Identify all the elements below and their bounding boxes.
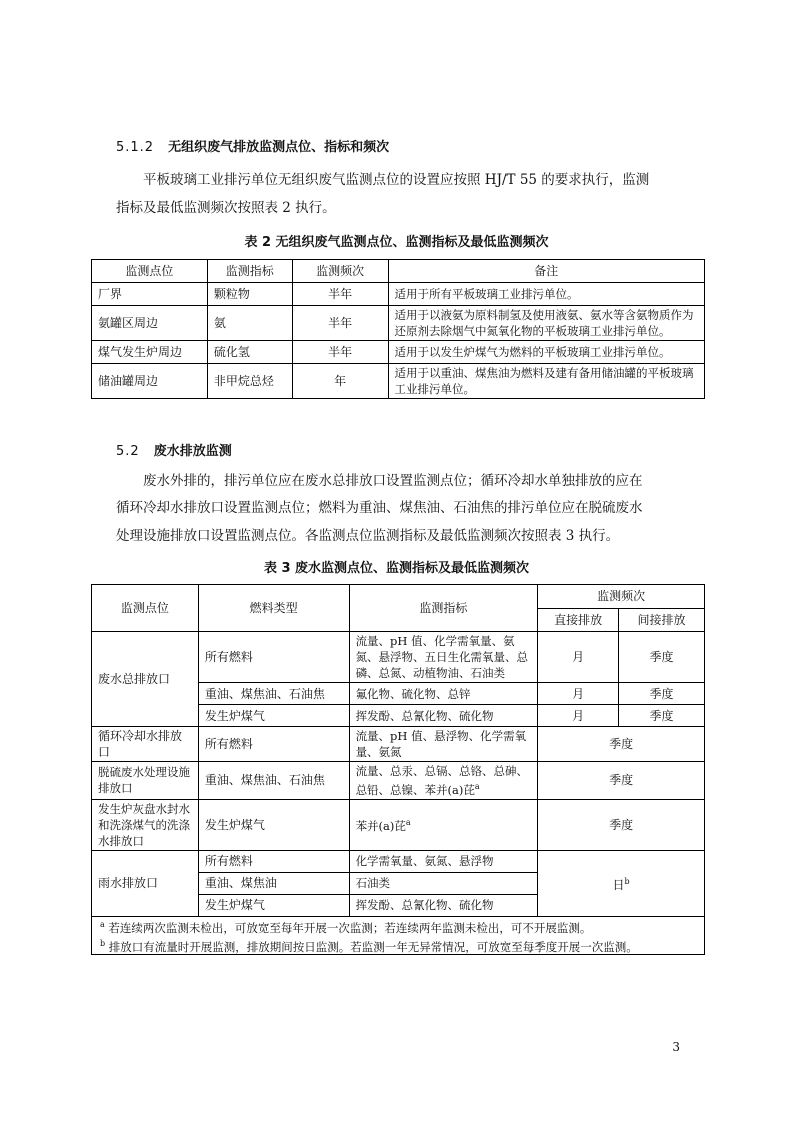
- indicator-cell: [349, 762, 538, 800]
- freq-cell: 月: [538, 683, 619, 705]
- fuel-cell: 重油、煤焦油: [198, 872, 349, 894]
- fuel-cell: 重油、煤焦油、石油焦: [198, 762, 349, 800]
- header-cell: 监测点位: [92, 260, 208, 283]
- table-row: [92, 632, 705, 683]
- freq-cell: 季度: [619, 632, 705, 683]
- indicator-cell: 颗粒物: [207, 283, 292, 306]
- fuel-cell: 所有燃料: [198, 632, 349, 683]
- point-cell: 发生炉灰盘水封水和洗涤煤气的洗涤水排放口: [92, 799, 199, 850]
- freq-text: 日: [612, 877, 625, 892]
- paragraph-line: 废水外排的，排污单位应在废水总排放口设置监测点位；循环冷却水单独排放的应在: [143, 473, 643, 489]
- paragraph-line: 处理设施排放口设置监测点位。各监测点位监测指标及最低监测频次按照表 3 执行。: [116, 528, 620, 544]
- section-number: 5.1.2: [116, 140, 155, 155]
- freq-cell: 半年: [292, 283, 388, 306]
- point-cell: 储油罐周边: [92, 364, 208, 399]
- header-cell: 备注: [388, 260, 704, 283]
- indicator-cell: 挥发酚、总氰化物、硫化物: [349, 894, 538, 916]
- footnote-marker: a: [100, 919, 105, 929]
- point-cell: 循环冷却水排放口: [92, 727, 199, 762]
- note-cell: 适用于所有平板玻璃工业排污单位。: [388, 283, 704, 306]
- freq-cell: 月: [538, 632, 619, 683]
- fuel-cell: 所有燃料: [198, 850, 349, 872]
- freq-cell: 季度: [538, 727, 705, 762]
- paragraph-exhaust: [143, 166, 649, 194]
- indicator-cell: 石油类: [349, 872, 538, 894]
- freq-cell: 季度: [619, 705, 705, 727]
- freq-cell: 季度: [538, 799, 705, 850]
- paragraph-wastewater: [143, 467, 643, 495]
- point-cell: 煤气发生炉周边: [92, 341, 208, 364]
- section-heading-5-1-2: [116, 136, 389, 155]
- table-3: [91, 584, 705, 955]
- paragraph-wastewater-cont: [116, 494, 643, 550]
- point-cell: 厂界: [92, 283, 208, 306]
- table-footnote-row: [92, 916, 705, 955]
- indicator-cell: 流量、pH 值、悬浮物、化学需氧量、氨氮: [349, 727, 538, 762]
- page-number: 3: [672, 1040, 680, 1054]
- paragraph-exhaust-cont: [116, 194, 336, 222]
- footnote-text: 排放口有流量时开展监测，排放期间按日监测。若监测一年无异常情况，可放宽至每季度开展一次监测。: [105, 939, 638, 954]
- point-cell: 废水总排放口: [92, 632, 199, 727]
- indicator-cell: 非甲烷总烃: [207, 364, 292, 399]
- table-header-row: [92, 260, 705, 283]
- footnote-b: [100, 936, 696, 955]
- fuel-cell: 发生炉煤气: [198, 799, 349, 850]
- indicator-cell: 挥发酚、总氰化物、硫化物: [349, 705, 538, 727]
- table-row: [92, 727, 705, 762]
- header-cell: 间接排放: [619, 608, 705, 632]
- footnote-marker: b: [624, 876, 630, 886]
- point-cell: 氨罐区周边: [92, 306, 208, 341]
- indicator-cell: 氟化物、硫化物、总锌: [349, 683, 538, 705]
- freq-cell: [538, 850, 705, 916]
- fuel-cell: 发生炉煤气: [198, 894, 349, 916]
- table-row: [92, 364, 705, 399]
- table-row: [92, 799, 705, 850]
- table-row: [92, 306, 705, 341]
- freq-cell: 年: [292, 364, 388, 399]
- freq-cell: 月: [538, 705, 619, 727]
- header-cell: 直接排放: [538, 608, 619, 632]
- indicator-cell: 化学需氧量、氨氮、悬浮物: [349, 850, 538, 872]
- freq-cell: 半年: [292, 306, 388, 341]
- footnote-marker: b: [100, 938, 106, 948]
- freq-cell: 季度: [538, 762, 705, 800]
- fuel-cell: 重油、煤焦油、石油焦: [198, 683, 349, 705]
- note-cell: 适用于以重油、煤焦油为燃料及建有备用储油罐的平板玻璃工业排污单位。: [388, 364, 704, 399]
- header-cell: 监测点位: [92, 585, 199, 632]
- header-cell: 监测指标: [349, 585, 538, 632]
- header-cell: 燃料类型: [198, 585, 349, 632]
- footnote-text: 若连续两次监测未检出，可放宽至每年开展一次监测；若连续两年监测未检出，可不开展监测。: [104, 920, 592, 935]
- freq-cell: 季度: [619, 683, 705, 705]
- header-cell: 监测频次: [538, 585, 705, 609]
- indicator-text: 流量、总汞、总镉、总铬、总砷、总铅、总镍、苯并(a)芘: [355, 764, 529, 797]
- section-number: 5.2: [116, 444, 140, 459]
- fuel-cell: 发生炉煤气: [198, 705, 349, 727]
- table-row: [92, 762, 705, 800]
- indicator-text: 苯并(a)芘: [355, 819, 406, 834]
- footnote-marker: a: [405, 818, 411, 828]
- table-row: [92, 850, 705, 872]
- section-title: 无组织废气排放监测点位、指标和频次: [168, 140, 390, 155]
- section-heading-5-2: [116, 440, 232, 459]
- note-cell: 适用于以发生炉煤气为燃料的平板玻璃工业排污单位。: [388, 341, 704, 364]
- table-row: [92, 341, 705, 364]
- footnote-a: [100, 917, 696, 936]
- paragraph-line: 循环冷却水排放口设置监测点位；燃料为重油、煤焦油、石油焦的排污单位应在脱硫废水: [116, 500, 643, 516]
- section-title: 废水排放监测: [153, 444, 232, 459]
- paragraph-line: 指标及最低监测频次按照表 2 执行。: [116, 200, 336, 216]
- paragraph-line: 平板玻璃工业排污单位无组织废气监测点位的设置应按照 HJ/T 55 的要求执行，监测: [143, 172, 650, 188]
- table-header-row: [92, 585, 705, 609]
- point-cell: 脱硫废水处理设施排放口: [92, 762, 199, 800]
- note-cell: 适用于以液氨为原料制氢及使用液氨、氨水等含氨物质作为还原剂去除烟气中氮氧化物的平板玻璃工业排污单位。: [388, 306, 704, 341]
- footnote-marker: a: [474, 782, 480, 791]
- header-cell: 监测频次: [292, 260, 388, 283]
- table-row: [92, 283, 705, 306]
- table-footnotes: [92, 916, 705, 955]
- header-cell: 监测指标: [207, 260, 292, 283]
- table-3-caption: 表 3 废水监测点位、监测指标及最低监测频次: [263, 561, 530, 576]
- indicator-cell: 氨: [207, 306, 292, 341]
- indicator-cell: 流量、pH 值、化学需氧量、氨氮、悬浮物、五日生化需氧量、总磷、总氮、动植物油、石油类: [349, 632, 538, 683]
- table-2: [91, 259, 705, 399]
- indicator-cell: [349, 799, 538, 850]
- freq-cell: 半年: [292, 341, 388, 364]
- indicator-cell: 硫化氢: [207, 341, 292, 364]
- fuel-cell: 所有燃料: [198, 727, 349, 762]
- table-2-caption: 表 2 无组织废气监测点位、监测指标及最低监测频次: [244, 235, 549, 250]
- point-cell: 雨水排放口: [92, 850, 199, 916]
